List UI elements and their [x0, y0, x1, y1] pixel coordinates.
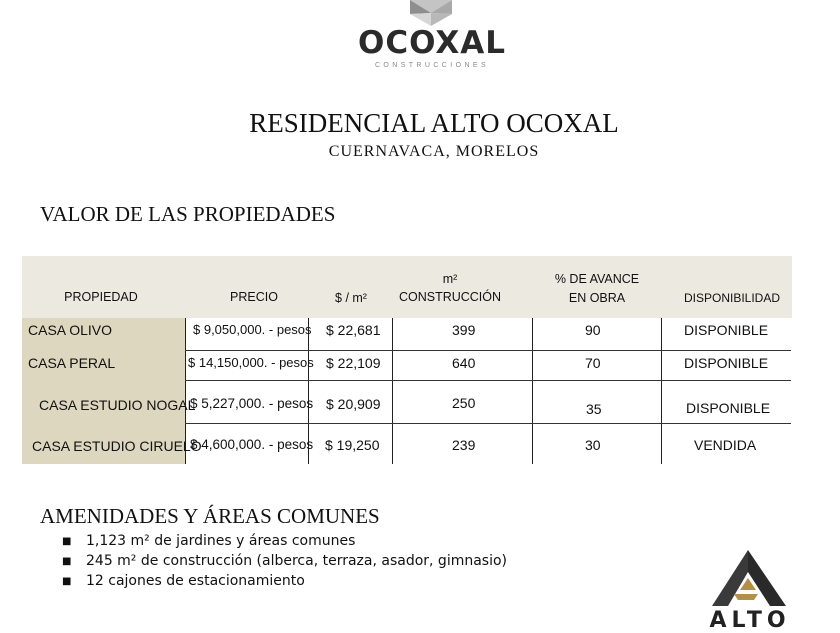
cell-propiedad: CASA PERAL — [28, 355, 116, 371]
table-divider — [532, 318, 533, 464]
cell-precio-m2: $ 22,109 — [326, 355, 381, 371]
ocoxal-logo — [352, 0, 512, 74]
list-item — [62, 551, 507, 571]
cell-m2: 399 — [452, 322, 476, 338]
cell-propiedad: CASA ESTUDIO NOGAL — [39, 397, 196, 413]
cell-disponibilidad: DISPONIBLE — [684, 355, 769, 371]
cell-avance: 70 — [585, 355, 601, 371]
cell-precio-m2: $ 20,909 — [326, 396, 381, 412]
list-item — [62, 571, 507, 591]
cell-precio-m2: $ 22,681 — [326, 322, 381, 338]
amenities-list — [62, 531, 507, 591]
column-header-en-obra: EN OBRA — [568, 291, 626, 305]
amenity-text: 1,123 m² de jardines y áreas comunes — [86, 533, 356, 549]
cell-avance: 90 — [585, 322, 601, 338]
cell-precio: $ 5,227,000. - pesos — [190, 396, 314, 411]
cell-m2: 250 — [452, 395, 476, 411]
column-header-precio-m2: $ / m² — [335, 291, 367, 305]
cell-disponibilidad: DISPONIBLE — [684, 322, 769, 338]
cell-precio: $ 9,050,000. - pesos — [193, 322, 312, 337]
alto-logo — [704, 548, 792, 633]
column-header-avance: % DE AVANCE — [554, 272, 640, 286]
ocoxal-logo-wordmark: OCOXAL — [358, 25, 506, 61]
amenity-text: 12 cajones de estacionamiento — [86, 573, 305, 589]
cell-precio: $ 14,150,000. - pesos — [188, 355, 314, 370]
cell-disponibilidad: DISPONIBLE — [686, 400, 771, 416]
ocoxal-logo-tagline: CONSTRUCCIONES — [374, 62, 490, 69]
table-divider — [392, 318, 393, 464]
alto-logo-wordmark: ALTO — [709, 608, 791, 633]
table-row-divider — [185, 380, 791, 381]
bullet-icon: ■ — [62, 556, 72, 567]
bullet-icon: ■ — [62, 536, 72, 547]
ocoxal-logo-mark-icon — [408, 0, 454, 26]
column-header-m2: m² — [442, 272, 458, 286]
column-header-precio: PRECIO — [230, 290, 278, 304]
page-title: RESIDENCIAL ALTO OCOXAL — [249, 108, 619, 138]
amenidades-section-title: AMENIDADES Y ÁREAS COMUNES — [40, 504, 380, 528]
cell-m2: 640 — [452, 355, 476, 371]
table-divider — [661, 318, 662, 464]
cell-precio-m2: $ 19,250 — [325, 437, 380, 453]
cell-disponibilidad: VENDIDA — [694, 437, 757, 453]
valores-section-title: VALOR DE LAS PROPIEDADES — [40, 202, 336, 226]
table-row-divider — [185, 350, 791, 351]
alto-logo-mark-icon — [704, 548, 792, 610]
cell-avance: 30 — [585, 437, 601, 453]
bullet-icon: ■ — [62, 576, 72, 587]
cell-propiedad: CASA OLIVO — [28, 322, 113, 338]
page-subtitle: CUERNAVACA, MORELOS — [328, 143, 540, 160]
table-row-divider — [185, 423, 791, 424]
column-header-propiedad: PROPIEDAD — [64, 290, 138, 304]
cell-propiedad: CASA ESTUDIO CIRUELO — [32, 438, 202, 454]
amenity-text: 245 m² de construcción (alberca, terraza, asador, gimnasio) — [86, 553, 508, 569]
column-header-disponibilidad: DISPONIBILIDAD — [683, 291, 781, 305]
cell-precio: $ 4,600,000. - pesos — [190, 437, 314, 452]
list-item — [62, 531, 507, 551]
cell-m2: 239 — [452, 437, 476, 453]
column-header-construccion: CONSTRUCCIÓN — [398, 290, 502, 304]
cell-avance: 35 — [586, 401, 602, 417]
